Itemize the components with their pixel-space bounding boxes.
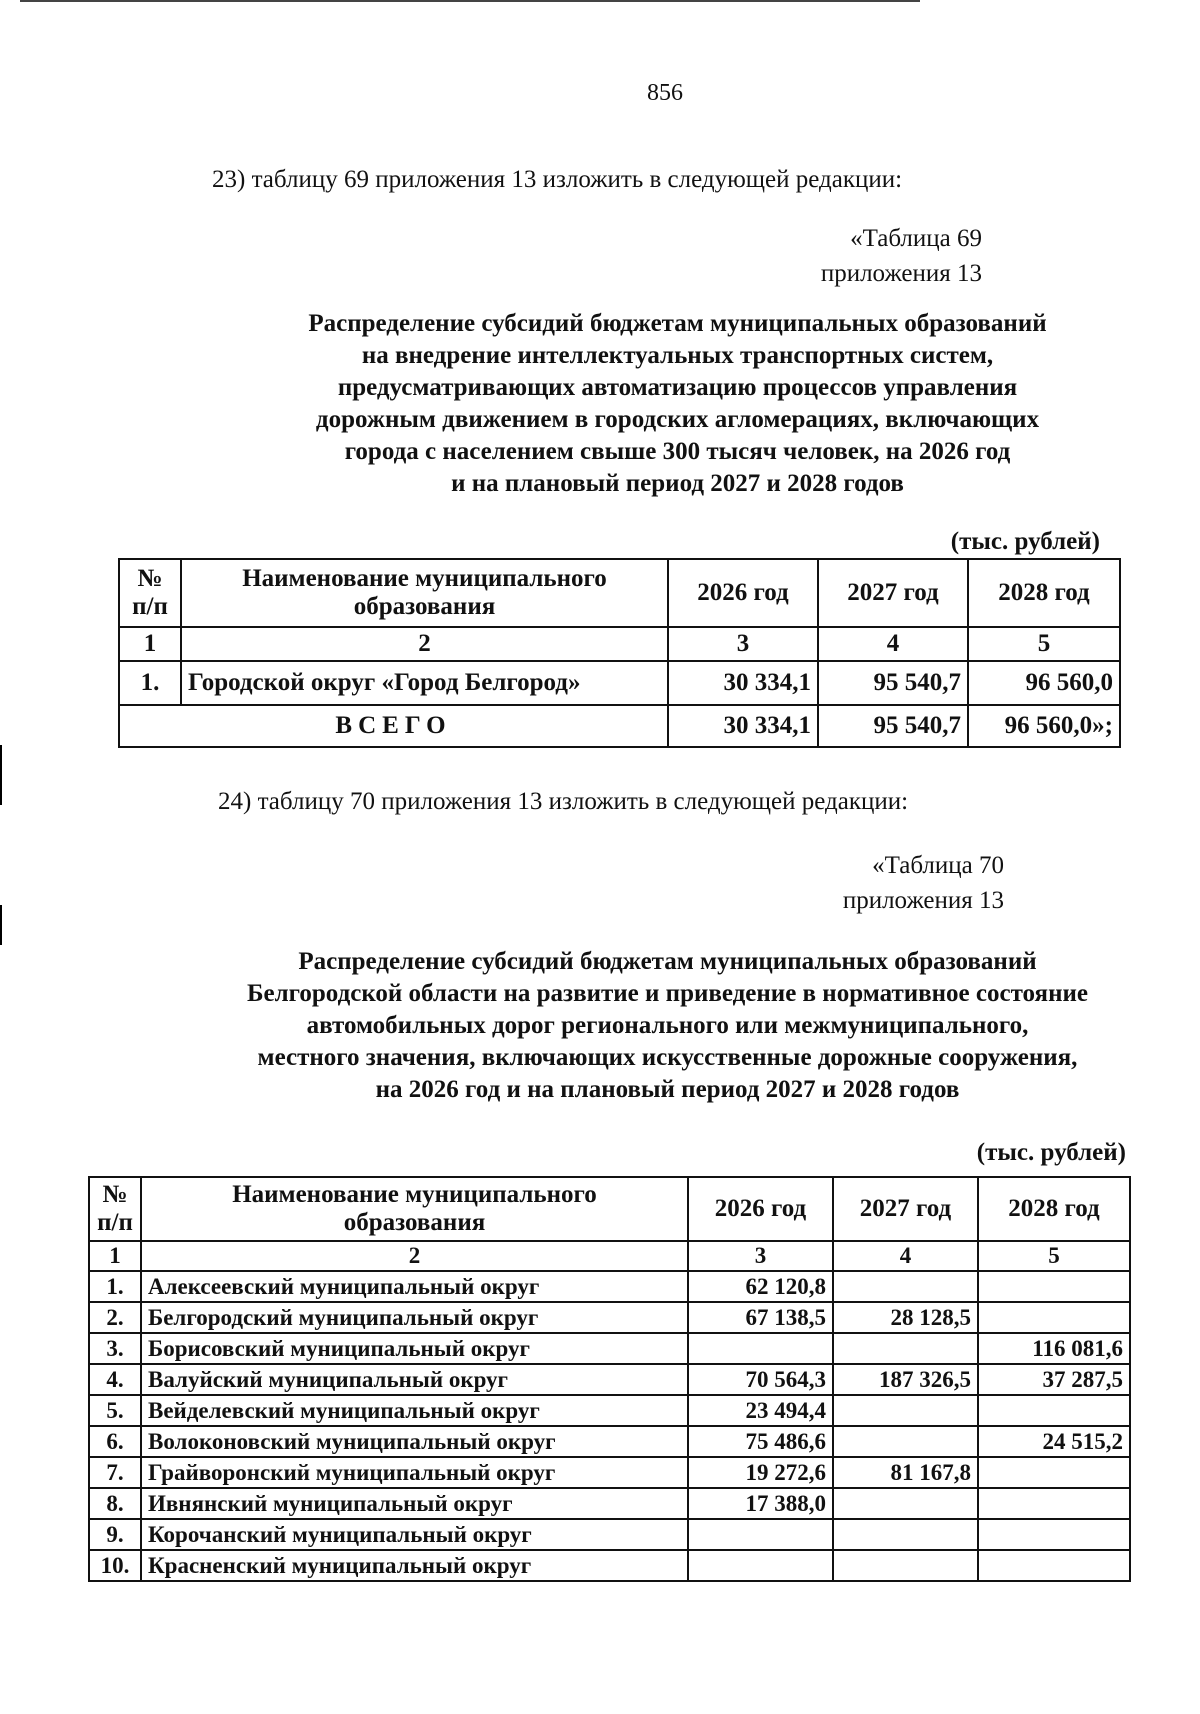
table-header-row (119, 559, 1120, 627)
row-value-2028 (978, 1271, 1130, 1302)
row-num: 1. (119, 661, 181, 705)
scan-left-edge-mark (0, 745, 2, 805)
table-69 (118, 558, 1121, 748)
header-name (141, 1177, 688, 1241)
row-value-2027: 81 167,8 (833, 1457, 978, 1488)
header-2027: 2027 год (833, 1177, 978, 1241)
instruction-24: 24) таблицу 70 приложения 13 изложить в следующей редакции: (218, 788, 909, 815)
row-value-2026: 67 138,5 (688, 1302, 833, 1333)
header-name (181, 559, 668, 627)
row-num: 10. (89, 1550, 141, 1581)
row-num: 6. (89, 1426, 141, 1457)
row-value-2027 (833, 1426, 978, 1457)
scan-left-edge-mark (0, 905, 2, 945)
row-value-2028 (978, 1457, 1130, 1488)
row-value-2026: 23 494,4 (688, 1395, 833, 1426)
row-name: Красненский муниципальный округ (141, 1550, 688, 1581)
row-value-2028: 24 515,2 (978, 1426, 1130, 1457)
heading-line: Белгородской области на развитие и приведение в нормативное состояние (247, 980, 1088, 1007)
header-2026: 2026 год (668, 559, 818, 627)
header-name-line: образования (343, 1209, 486, 1236)
col-number: 5 (978, 1241, 1130, 1271)
heading-line: дорожным движением в городских агломерациях, включающих (315, 406, 1040, 433)
header-2028: 2028 год (968, 559, 1120, 627)
header-num (119, 559, 181, 627)
heading-line: на 2026 год и на плановый период 2027 и 2028 годов (375, 1076, 960, 1103)
header-num-line: п/п (97, 1209, 133, 1236)
table-header-row (89, 1177, 1130, 1241)
header-num-line: п/п (132, 593, 168, 620)
row-name: Валуйский муниципальный округ (141, 1364, 688, 1395)
header-name-line: Наименование муниципального (242, 565, 607, 592)
caption-line: приложения 13 (842, 887, 1004, 914)
row-num: 7. (89, 1457, 141, 1488)
table-70-caption (720, 848, 1004, 918)
row-name: Ивнянский муниципальный округ (141, 1488, 688, 1519)
col-number: 5 (968, 627, 1120, 661)
header-num-line: № (137, 565, 163, 592)
row-value-2028 (978, 1488, 1130, 1519)
total-value-2027: 95 540,7 (818, 705, 968, 747)
row-value-2027 (833, 1395, 978, 1426)
table-row (89, 1457, 1130, 1488)
table-row (89, 1364, 1130, 1395)
row-value-2026: 75 486,6 (688, 1426, 833, 1457)
heading-line: автомобильных дорог регионального или межмуниципального, (306, 1012, 1029, 1039)
caption-line: «Таблица 70 (872, 852, 1004, 879)
row-name: Городской округ «Город Белгород» (181, 661, 668, 705)
table-total-row (119, 705, 1120, 747)
table-row (89, 1333, 1130, 1364)
caption-line: «Таблица 69 (850, 225, 982, 252)
row-name: Белгородский муниципальный округ (141, 1302, 688, 1333)
row-num: 1. (89, 1271, 141, 1302)
row-value-2026 (688, 1519, 833, 1550)
row-name: Волоконовский муниципальный округ (141, 1426, 688, 1457)
row-value-2027: 28 128,5 (833, 1302, 978, 1333)
table-row (89, 1302, 1130, 1333)
row-value-2026: 62 120,8 (688, 1271, 833, 1302)
heading-line: и на плановый период 2027 и 2028 годов (451, 470, 904, 497)
row-name: Вейделевский муниципальный округ (141, 1395, 688, 1426)
table-row (89, 1519, 1130, 1550)
table-70-heading (90, 946, 1200, 1106)
heading-line: Распределение субсидий бюджетам муниципальных образований (308, 310, 1047, 337)
total-value-2028: 96 560,0»; (968, 705, 1120, 747)
col-number: 2 (181, 627, 668, 661)
table-row (89, 1488, 1130, 1519)
row-value-2028 (978, 1519, 1130, 1550)
table-row (89, 1426, 1130, 1457)
heading-line: Распределение субсидий бюджетам муниципальных образований (298, 948, 1037, 975)
row-value-2026 (688, 1550, 833, 1581)
column-numbers-row (119, 627, 1120, 661)
row-num: 2. (89, 1302, 141, 1333)
row-value-2027 (833, 1271, 978, 1302)
total-value-2026: 30 334,1 (668, 705, 818, 747)
row-value-2026: 70 564,3 (688, 1364, 833, 1395)
row-name: Грайворонский муниципальный округ (141, 1457, 688, 1488)
row-value-2026: 30 334,1 (668, 661, 818, 705)
table-row (89, 1550, 1130, 1581)
row-num: 5. (89, 1395, 141, 1426)
header-name-line: Наименование муниципального (232, 1181, 597, 1208)
row-value-2027 (833, 1333, 978, 1364)
col-number: 3 (688, 1241, 833, 1271)
row-value-2027 (833, 1488, 978, 1519)
column-numbers-row (89, 1241, 1130, 1271)
row-num: 9. (89, 1519, 141, 1550)
scan-top-rule (20, 0, 920, 2)
row-value-2028 (978, 1550, 1130, 1581)
heading-line: города с населением свыше 300 тысяч человек, на 2026 год (344, 438, 1011, 465)
row-name: Алексеевский муниципальный округ (141, 1271, 688, 1302)
col-number: 2 (141, 1241, 688, 1271)
row-num: 4. (89, 1364, 141, 1395)
table-69-caption (700, 221, 982, 291)
row-name: Корочанский муниципальный округ (141, 1519, 688, 1550)
table-row (119, 661, 1120, 705)
table-69-heading (120, 308, 1200, 500)
header-num-line: № (102, 1181, 128, 1208)
table-69-units: (тыс. рублей) (950, 528, 1100, 555)
table-70 (88, 1176, 1131, 1582)
heading-line: местного значения, включающих искусственные дорожные сооружения, (257, 1044, 1078, 1071)
row-num: 3. (89, 1333, 141, 1364)
heading-line: на внедрение интеллектуальных транспортных систем, (361, 342, 994, 369)
row-value-2027 (833, 1519, 978, 1550)
header-name-line: образования (353, 593, 496, 620)
instruction-23: 23) таблицу 69 приложения 13 изложить в следующей редакции: (212, 166, 903, 193)
page-number: 856 (647, 80, 683, 106)
caption-line: приложения 13 (820, 260, 982, 287)
table-row (89, 1395, 1130, 1426)
row-name: Борисовский муниципальный округ (141, 1333, 688, 1364)
heading-line: предусматривающих автоматизацию процессов управления (337, 374, 1018, 401)
row-value-2026: 19 272,6 (688, 1457, 833, 1488)
col-number: 1 (89, 1241, 141, 1271)
table-row (89, 1271, 1130, 1302)
row-value-2027 (833, 1550, 978, 1581)
row-value-2027: 187 326,5 (833, 1364, 978, 1395)
table-70-units: (тыс. рублей) (976, 1139, 1126, 1166)
row-value-2028 (978, 1302, 1130, 1333)
row-value-2026: 17 388,0 (688, 1488, 833, 1519)
header-2026: 2026 год (688, 1177, 833, 1241)
row-value-2028: 96 560,0 (968, 661, 1120, 705)
total-label: ВСЕГО (119, 705, 668, 747)
col-number: 1 (119, 627, 181, 661)
row-value-2027: 95 540,7 (818, 661, 968, 705)
row-value-2028: 37 287,5 (978, 1364, 1130, 1395)
row-num: 8. (89, 1488, 141, 1519)
col-number: 4 (833, 1241, 978, 1271)
header-2027: 2027 год (818, 559, 968, 627)
row-value-2028: 116 081,6 (978, 1333, 1130, 1364)
row-value-2028 (978, 1395, 1130, 1426)
col-number: 3 (668, 627, 818, 661)
header-2028: 2028 год (978, 1177, 1130, 1241)
col-number: 4 (818, 627, 968, 661)
row-value-2026 (688, 1333, 833, 1364)
header-num (89, 1177, 141, 1241)
